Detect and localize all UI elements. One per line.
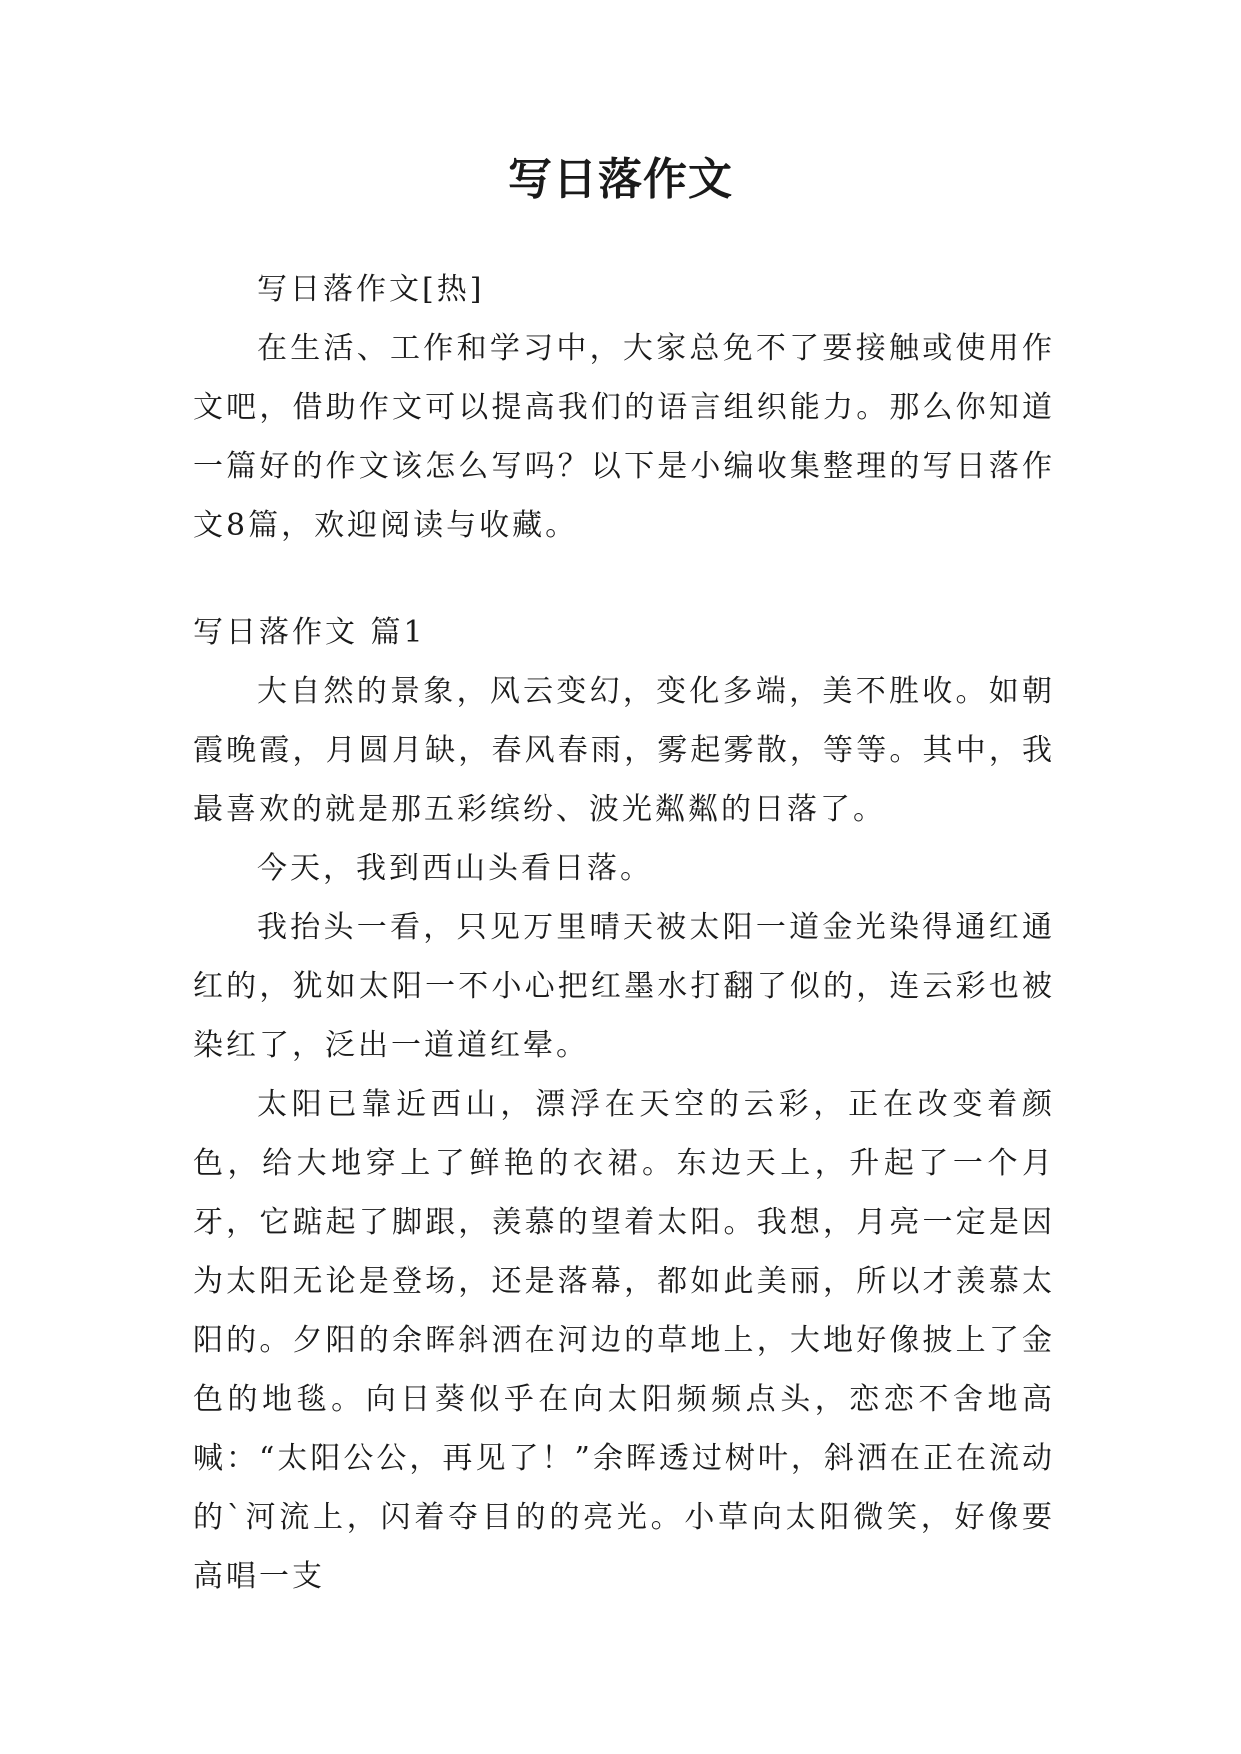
document-body [193,260,1055,1606]
section-heading: 写日落作文 篇1 [193,615,426,650]
document-title: 写日落作文 [508,154,733,205]
intro-paragraph: 在生活、工作和学习中，大家总免不了要接触或使用作文吧，借助作文可以提高我们的语言组织能力。那么你知道一篇好的作文该怎么写吗？以下是小编收集整理的写日落作文8篇，欢迎阅读与收藏。 [193,331,1055,543]
paragraph-3: 我抬头一看，只见万里晴天被太阳一道金光染得通红通红的，犹如太阳一不小心把红墨水打翻了似的，连云彩也被染红了，泛出一道道红晕。 [193,910,1055,1063]
paragraph-2: 今天，我到西山头看日落。 [257,851,653,886]
paragraph-1: 大自然的景象，风云变幻，变化多端，美不胜收。如朝霞晚霞，月圆月缺，春风春雨，雾起雾散，等等。其中，我最喜欢的就是那五彩缤纷、波光粼粼的日落了。 [193,674,1055,827]
document-subtitle: 写日落作文[热] [257,272,485,307]
paragraph-4: 太阳已靠近西山，漂浮在天空的云彩，正在改变着颜色，给大地穿上了鲜艳的衣裙。东边天上，升起了一个月牙，它踮起了脚跟，羡慕的望着太阳。我想，月亮一定是因为太阳无论是登场，还是落幕，都如此美丽，所以才羡慕太阳的。夕阳的余晖斜洒在河边的草地上，大地好像披上了金色的地毯。向日葵似乎在向太阳频频点头，恋恋不舍地高喊：“太阳公公，再见了！”余晖透过树叶，斜洒在正在流动的`河流上，闪着夺目的的亮光。小草向太阳微笑，好像要高唱一支 [193,1087,1055,1594]
section-spacer [193,555,1055,603]
